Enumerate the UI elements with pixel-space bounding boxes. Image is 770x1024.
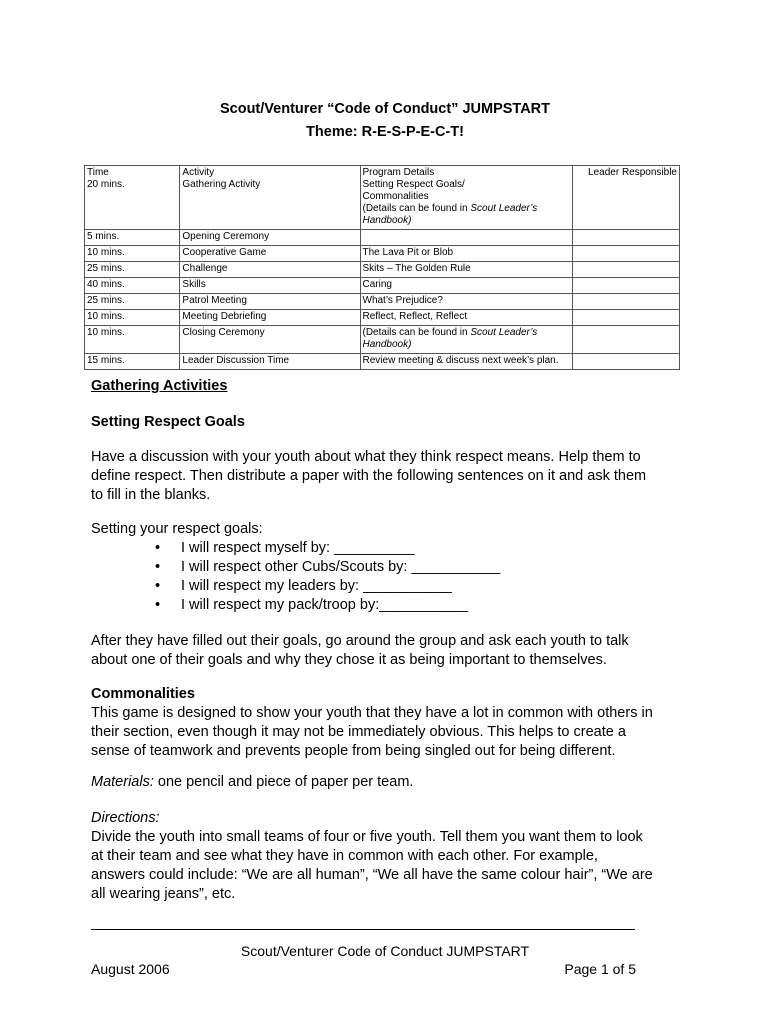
- goals-list: [91, 539, 691, 615]
- cell-time: 10 mins.: [85, 246, 180, 262]
- detail-line: Handbook): [362, 215, 412, 226]
- col-header-time: Time: [85, 166, 180, 180]
- cell-activity: Leader Discussion Time: [180, 354, 360, 370]
- detail-line: The Lava Pit or Blob: [362, 247, 454, 258]
- cell-activity: Opening Ceremony: [180, 230, 360, 246]
- cell-program-details: [360, 246, 573, 262]
- cell-program-details: [360, 326, 573, 354]
- bullet-icon: •: [155, 597, 161, 613]
- commonalities-heading: Commonalities: [91, 686, 195, 702]
- cell-time: 25 mins.: [85, 294, 180, 310]
- cell-program-details: [360, 179, 573, 230]
- cell-activity: Skills: [180, 278, 360, 294]
- materials-text: one pencil and piece of paper per team.: [153, 774, 414, 790]
- goals-section: [91, 520, 691, 615]
- col-header-activity: Activity: [180, 166, 360, 180]
- detail-line: Reflect, Reflect, Reflect: [362, 311, 467, 322]
- footer-title: Scout/Venturer Code of Conduct JUMPSTART: [240, 943, 530, 959]
- cell-program-details: [360, 354, 573, 370]
- paragraph-line: all wearing jeans”, etc.: [91, 886, 236, 902]
- table-row: [85, 354, 680, 370]
- list-item: • I will respect my leaders by: ___________: [155, 578, 452, 594]
- col-header-leader-responsible: Leader Responsible: [573, 166, 680, 180]
- commonalities-section: [91, 685, 691, 761]
- detail-line: What’s Prejudice?: [362, 295, 443, 306]
- cell-activity: Meeting Debriefing: [180, 310, 360, 326]
- detail-line: Skits – The Golden Rule: [362, 263, 471, 274]
- cell-activity: Patrol Meeting: [180, 294, 360, 310]
- cell-time: 5 mins.: [85, 230, 180, 246]
- cell-activity: Gathering Activity: [180, 179, 360, 230]
- cell-leader-responsible: [573, 246, 680, 262]
- paragraph-line: to fill in the blanks.: [91, 487, 211, 503]
- cell-leader-responsible: [573, 262, 680, 278]
- schedule-header-row: [85, 166, 680, 180]
- list-item: • I will respect other Cubs/Scouts by: ___________: [155, 559, 501, 575]
- schedule-table: [84, 165, 680, 370]
- cell-program-details: [360, 262, 573, 278]
- col-header-program-details: Program Details: [360, 166, 573, 180]
- paragraph-line: Divide the youth into small teams of four or five youth. Tell them you want them to look: [91, 829, 643, 845]
- cell-time: 15 mins.: [85, 354, 180, 370]
- directions-label: Directions:: [91, 810, 160, 826]
- table-row: [85, 278, 680, 294]
- cell-activity: Closing Ceremony: [180, 326, 360, 354]
- materials-label: Materials:: [91, 774, 154, 790]
- detail-line: Caring: [362, 279, 392, 290]
- cell-leader-responsible: [573, 278, 680, 294]
- paragraph-line: answers could include: “We are all human”, “We all have the same colour hair”, “We are: [91, 867, 653, 883]
- document-theme: Theme: R-E-S-P-E-C-T!: [306, 124, 464, 140]
- footer-page-number: Page 1 of 5: [564, 961, 636, 977]
- cell-leader-responsible: [573, 230, 680, 246]
- table-row: [85, 262, 680, 278]
- directions-section: [91, 809, 691, 904]
- paragraph-line: Have a discussion with your youth about what they think respect means. Help them to: [91, 449, 641, 465]
- detail-line: Setting Respect Goals/: [362, 179, 465, 190]
- cell-program-details: [360, 294, 573, 310]
- bullet-icon: •: [155, 559, 161, 575]
- cell-leader-responsible: [573, 354, 680, 370]
- cell-leader-responsible: [573, 294, 680, 310]
- gathering-intro: [91, 448, 691, 505]
- cell-leader-responsible: [573, 310, 680, 326]
- paragraph-line: at their team and see what they have in common with each other. For example,: [91, 848, 598, 864]
- cell-time: 40 mins.: [85, 278, 180, 294]
- detail-line: (Details can be found in Scout Leader’s: [362, 203, 538, 214]
- cell-activity: Challenge: [180, 262, 360, 278]
- paragraph-line: define respect. Then distribute a paper with the following sentences on it and ask them: [91, 468, 647, 484]
- detail-line: Commonalities: [362, 191, 429, 202]
- cell-time: 10 mins.: [85, 326, 180, 354]
- cell-program-details: [360, 230, 573, 246]
- bullet-icon: •: [155, 578, 161, 594]
- table-row: [85, 246, 680, 262]
- gathering-subheading: Setting Respect Goals: [91, 414, 245, 430]
- cell-time: 20 mins.: [85, 179, 180, 230]
- schedule-body: [85, 179, 680, 370]
- table-row: [85, 230, 680, 246]
- detail-line: Handbook): [362, 339, 412, 350]
- cell-time: 25 mins.: [85, 262, 180, 278]
- table-row: [85, 326, 680, 354]
- gathering-heading: Gathering Activities: [91, 378, 228, 394]
- table-row: [85, 310, 680, 326]
- footer-date: August 2006: [91, 961, 170, 977]
- paragraph-line: This game is designed to show your youth that they have a lot in common with others in: [91, 705, 653, 721]
- cell-program-details: [360, 278, 573, 294]
- cell-program-details: [360, 310, 573, 326]
- footer-divider: [91, 929, 635, 930]
- cell-leader-responsible: [573, 179, 680, 230]
- list-item: • I will respect myself by: __________: [155, 540, 415, 556]
- paragraph-line: sense of teamwork and prevents people from being singled out for being different.: [91, 743, 616, 759]
- document-title: Scout/Venturer “Code of Conduct” JUMPSTART: [219, 101, 551, 117]
- cell-leader-responsible: [573, 326, 680, 354]
- table-row: [85, 179, 680, 230]
- paragraph-line: about one of their goals and why they chose it as being important to themselves.: [91, 652, 607, 668]
- gathering-after: [91, 632, 691, 670]
- materials-line: [91, 773, 691, 792]
- cell-activity: Cooperative Game: [180, 246, 360, 262]
- detail-line: (Details can be found in Scout Leader’s: [362, 327, 538, 338]
- paragraph-line: After they have filled out their goals, go around the group and ask each youth to talk: [91, 633, 629, 649]
- cell-time: 10 mins.: [85, 310, 180, 326]
- list-item: • I will respect my pack/troop by:___________: [155, 597, 468, 613]
- goals-label: Setting your respect goals:: [91, 521, 263, 537]
- detail-line: Review meeting & discuss next week’s plan.: [362, 355, 559, 366]
- paragraph-line: their section, even though it may not be immediately obvious. This helps to create a: [91, 724, 626, 740]
- table-row: [85, 294, 680, 310]
- bullet-icon: •: [155, 540, 161, 556]
